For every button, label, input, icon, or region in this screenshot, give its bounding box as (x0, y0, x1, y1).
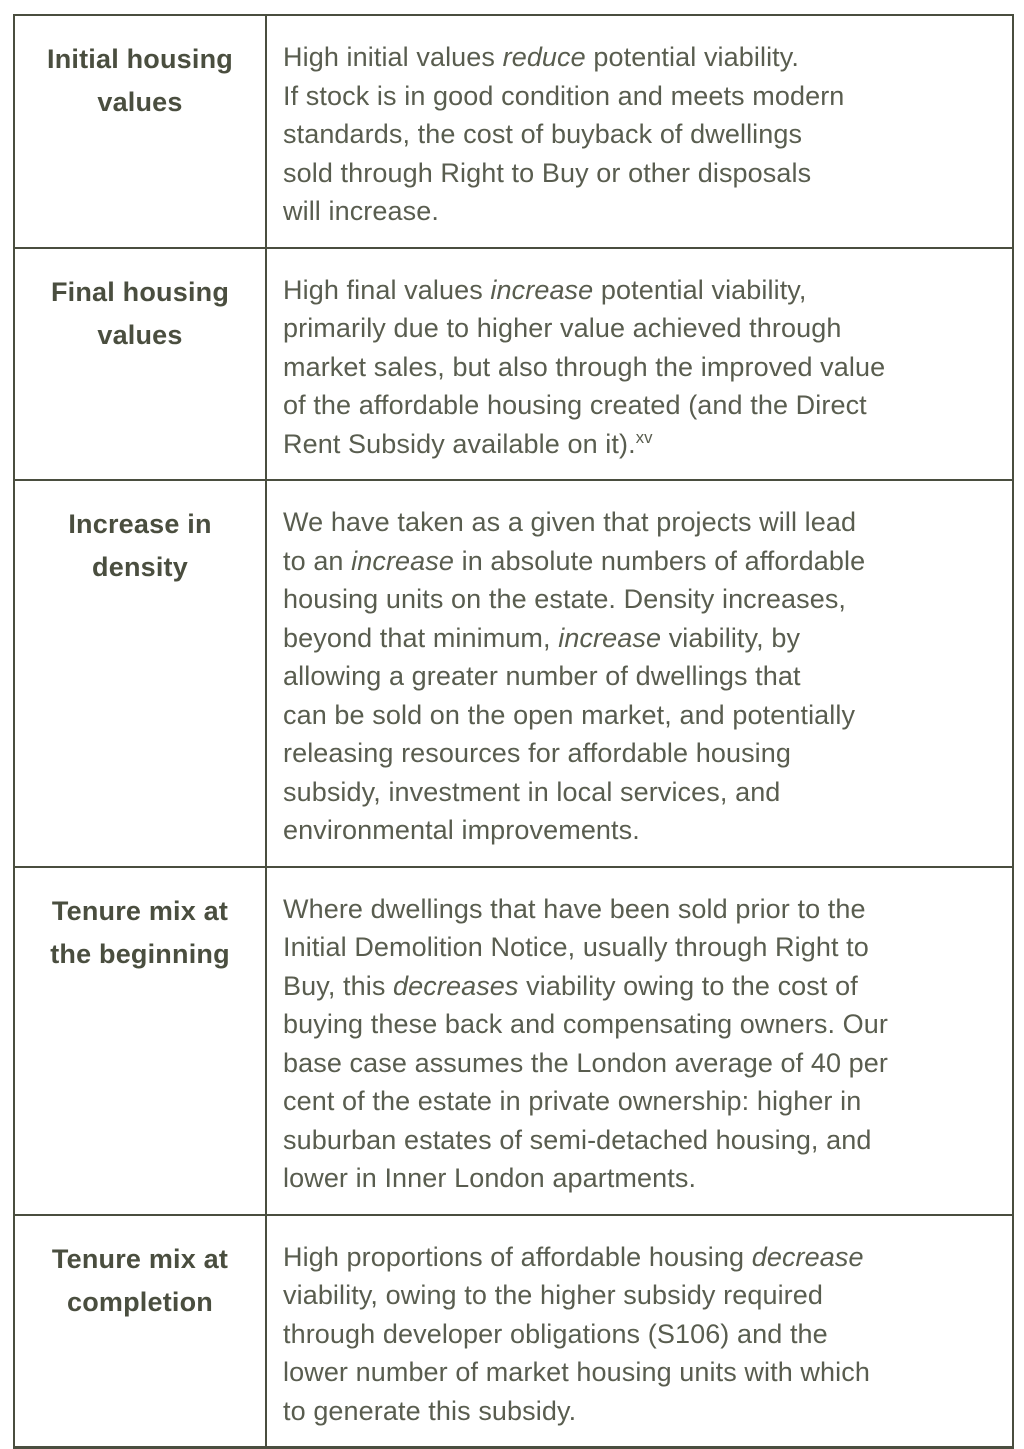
body-line: suburban estates of semi-detached housing, and (283, 1124, 872, 1155)
row-header (15, 16, 267, 247)
body-line: base case assumes the London average of 40 per (283, 1047, 889, 1078)
table-row (15, 1216, 1012, 1447)
body-line: Rent Subsidy available on it).$^{xv}$ (283, 427, 653, 459)
body-line: High proportions of affordable housing decrease (283, 1241, 864, 1272)
body-line: Where dwellings that have been sold prior to the (283, 893, 866, 924)
row-header (15, 249, 267, 480)
body-line: through developer obligations (S106) and the (283, 1318, 828, 1349)
body-line: can be sold on the open market, and potentially (283, 699, 856, 730)
body-line: Buy, this decreases viability owing to the cost of (283, 970, 858, 1001)
body-line: High final values increase potential viability, (283, 274, 807, 305)
header-line: values (97, 87, 183, 117)
body-line: allowing a greater number of dwellings that (283, 661, 801, 691)
header-line: Tenure mix at (51, 895, 229, 926)
header-line: Increase in (68, 509, 212, 539)
header-line: values (97, 319, 183, 350)
body-line: beyond that minimum, increase viability, by (283, 622, 801, 653)
table-row (15, 16, 1012, 249)
header-line: the beginning (50, 938, 230, 969)
body-line: cent of the estate in private ownership: higher in (283, 1086, 862, 1116)
body-line: lower in Inner London apartments. (283, 1163, 697, 1193)
row-description (267, 249, 1012, 480)
header-line: Tenure mix at (51, 1243, 229, 1274)
body-line: subsidy, investment in local services, and (283, 776, 781, 807)
body-line: We have taken as a given that projects will lead (283, 507, 857, 537)
header-line: Initial housing (47, 44, 233, 74)
table-row (15, 481, 1012, 868)
body-line: market sales, but also through the improved value (283, 351, 886, 382)
viability-factors-table (13, 14, 1014, 1449)
body-line: If stock is in good condition and meets modern (283, 80, 845, 111)
body-line: to an increase in absolute numbers of affordable (283, 545, 866, 576)
body-line: Initial Demolition Notice, usually through Right to (283, 932, 869, 962)
body-line: housing units on the estate. Density increases, (283, 584, 847, 614)
body-line: standards, the cost of buyback of dwellings (283, 119, 803, 149)
row-header (15, 481, 267, 866)
body-line: lower number of market housing units with which (283, 1357, 870, 1387)
header-line: Final housing (50, 276, 230, 307)
body-line: to generate this subsidy. (283, 1395, 577, 1426)
row-description (267, 1216, 1012, 1447)
body-line: sold through Right to Buy or other disposals (283, 157, 812, 188)
body-line: will increase. (283, 196, 439, 226)
body-line: High initial values reduce potential viability. (283, 42, 799, 72)
table-row (15, 249, 1012, 482)
header-line: completion (66, 1286, 213, 1317)
body-line: environmental improvements. (283, 815, 640, 845)
row-description (267, 16, 1012, 247)
body-line: of the affordable housing created (and the Direct (283, 390, 867, 420)
row-header (15, 1216, 267, 1447)
row-description (267, 481, 1012, 866)
header-line: density (92, 552, 188, 582)
table-row (15, 868, 1012, 1216)
body-line: primarily due to higher value achieved through (283, 313, 842, 343)
body-line: viability, owing to the higher subsidy required (283, 1280, 823, 1310)
row-description (267, 868, 1012, 1214)
body-line: releasing resources for affordable housing (283, 738, 792, 768)
body-line: buying these back and compensating owners. Our (283, 1009, 888, 1039)
row-header (15, 868, 267, 1214)
